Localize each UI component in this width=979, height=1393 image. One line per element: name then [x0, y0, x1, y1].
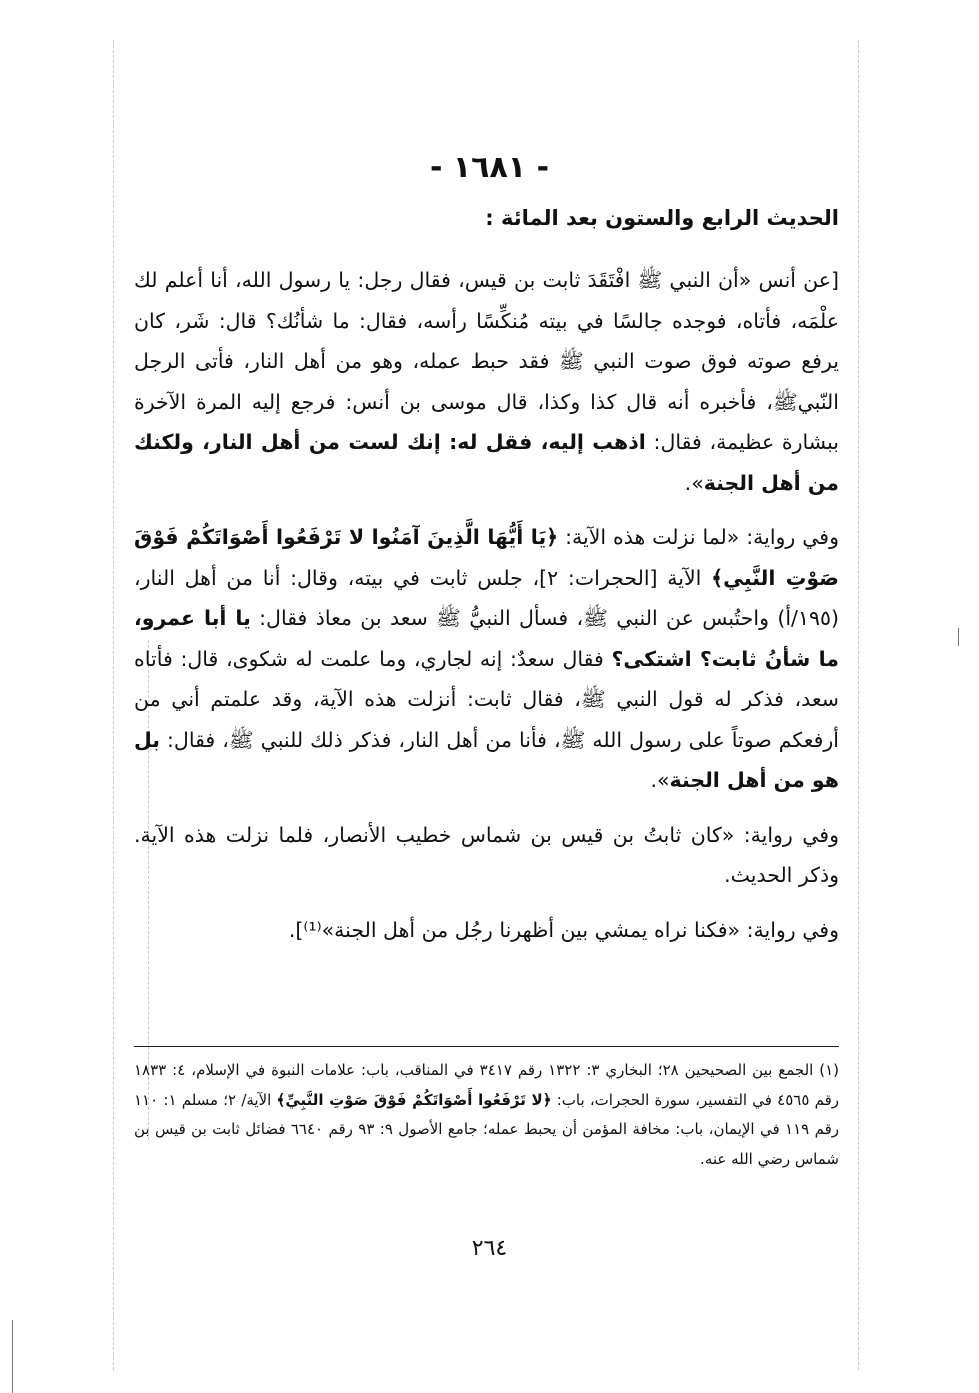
margin-tick — [958, 628, 959, 646]
footnote-verse: ﴿لا تَرْفَعُوا أَصْوَاتَكُمْ فَوْقَ صَوْتِ النَّبِيِّ﴾ — [276, 1090, 552, 1109]
paragraph-2-continued: فقال سعدٌ: إنه لجاري، وما علمت له شكوى، قال: فأتاه سعد، فذكر له قول النبي ﷺ، فقال ثابت: أنزلت هذه الآية، وقد علمتم أني من أرفعكم صوتاً على رسول الله ﷺ، فأنا من أهل النار، فذكر ذلك للنبي ﷺ، فقال: — [134, 646, 839, 752]
paragraph-2-end: ». — [650, 768, 670, 792]
paragraph-1-bold: اذهب إليه، فقل له: إنك لست من أهل النار، ولكنك من أهل الجنة — [134, 430, 839, 495]
footnote — [134, 1056, 839, 1174]
page-number: ٢٦٤ — [471, 1236, 508, 1261]
footnote-divider — [134, 1046, 839, 1047]
paragraph-1 — [134, 260, 839, 503]
paragraph-3: وفي رواية: «كان ثابتُ بن قيس بن شماس خطيب الأنصار، فلما نزلت هذه الآية. وذكر الحديث. — [134, 822, 839, 887]
hadith-heading: الحديث الرابع والستون بعد المائة : — [485, 206, 839, 230]
hadith-number: - ١٦٨١ - — [429, 150, 550, 185]
paragraph-1-end: ». — [684, 470, 704, 495]
binding-mark — [12, 1320, 13, 1393]
footnote-text: (١) الجمع بين الصحيحين ٢٨؛ البخاري ٣: ١٣٢٢ رقم ٣٤١٧ في المناقب، باب: علامات النبوة في الإسلام، ٤: ١٨٣٣ رقم ٤٥٦٥ في التفسير، سورة الحجرات، باب: — [134, 1061, 840, 1109]
scan-line-right — [858, 40, 859, 1370]
paragraph-4: وفي رواية: «فكنا نراه يمشي بين أظهرنا رجُل من أهل الجنة»⁽¹⁾]. — [288, 917, 839, 942]
scan-line-left — [113, 40, 114, 1370]
paragraph-2-intro: وفي رواية: «لما نزلت هذه الآية: — [565, 525, 839, 549]
paragraph-2 — [134, 517, 839, 801]
quran-verse: ﴿يَا أَيُّهَا الَّذِينَ آمَنُوا لا تَرْفَعُوا أَصْوَاتَكُمْ فَوْقَ صَوْتِ النَّبِي﴾ — [134, 525, 839, 590]
prophet-answer: بل هو من أهل الجنة — [134, 727, 839, 792]
prophet-question: يا أبا عمرو، ما شأنُ ثابت؟ اشتكى؟ — [134, 606, 839, 671]
paragraph-2-text: الآية [الحجرات: ٢]، جلس ثابت في بيته، وقال: أنا من أهل النار، (١٩٥/أ) واحتُبس عن النبي ﷺ، فسأل النبيُّ ﷺ سعد بن معاذ فقال: — [134, 565, 839, 630]
hadith-text — [134, 260, 839, 964]
paragraph-1-text: [عن أنس «أن النبي ﷺ افْتَقَدَ ثابت بن قيس، فقال رجل: يا رسول الله، أنا أعلم لك علْمَه، فأتاه، فوجده جالسًا في بيته مُنكِّسًا رأسه، فقال: ما شأنُك؟ قال: شَر، كان يرفع صوته فوق صوت النبي ﷺ فقد حبط عمله، وهو من أهل النار، فأتى الرجل النّبيﷺ، فأخبره أنه قال كذا وكذا، قال موسى بن أنس: فرجع إليه المرة الآخرة ببشارة عظيمة، فقال: — [134, 268, 839, 454]
footnote-text-end: الآية/ ٢؛ مسلم ١: ١١٠ رقم ١١٩ في الإيمان، باب: مخافة المؤمن أن يحبط عمله؛ جامع الأصول ٩: ٩٣ رقم ٦٦٤٠ فضائل ثابت بن قيس بن شماس رضي الله عنه. — [134, 1090, 840, 1168]
